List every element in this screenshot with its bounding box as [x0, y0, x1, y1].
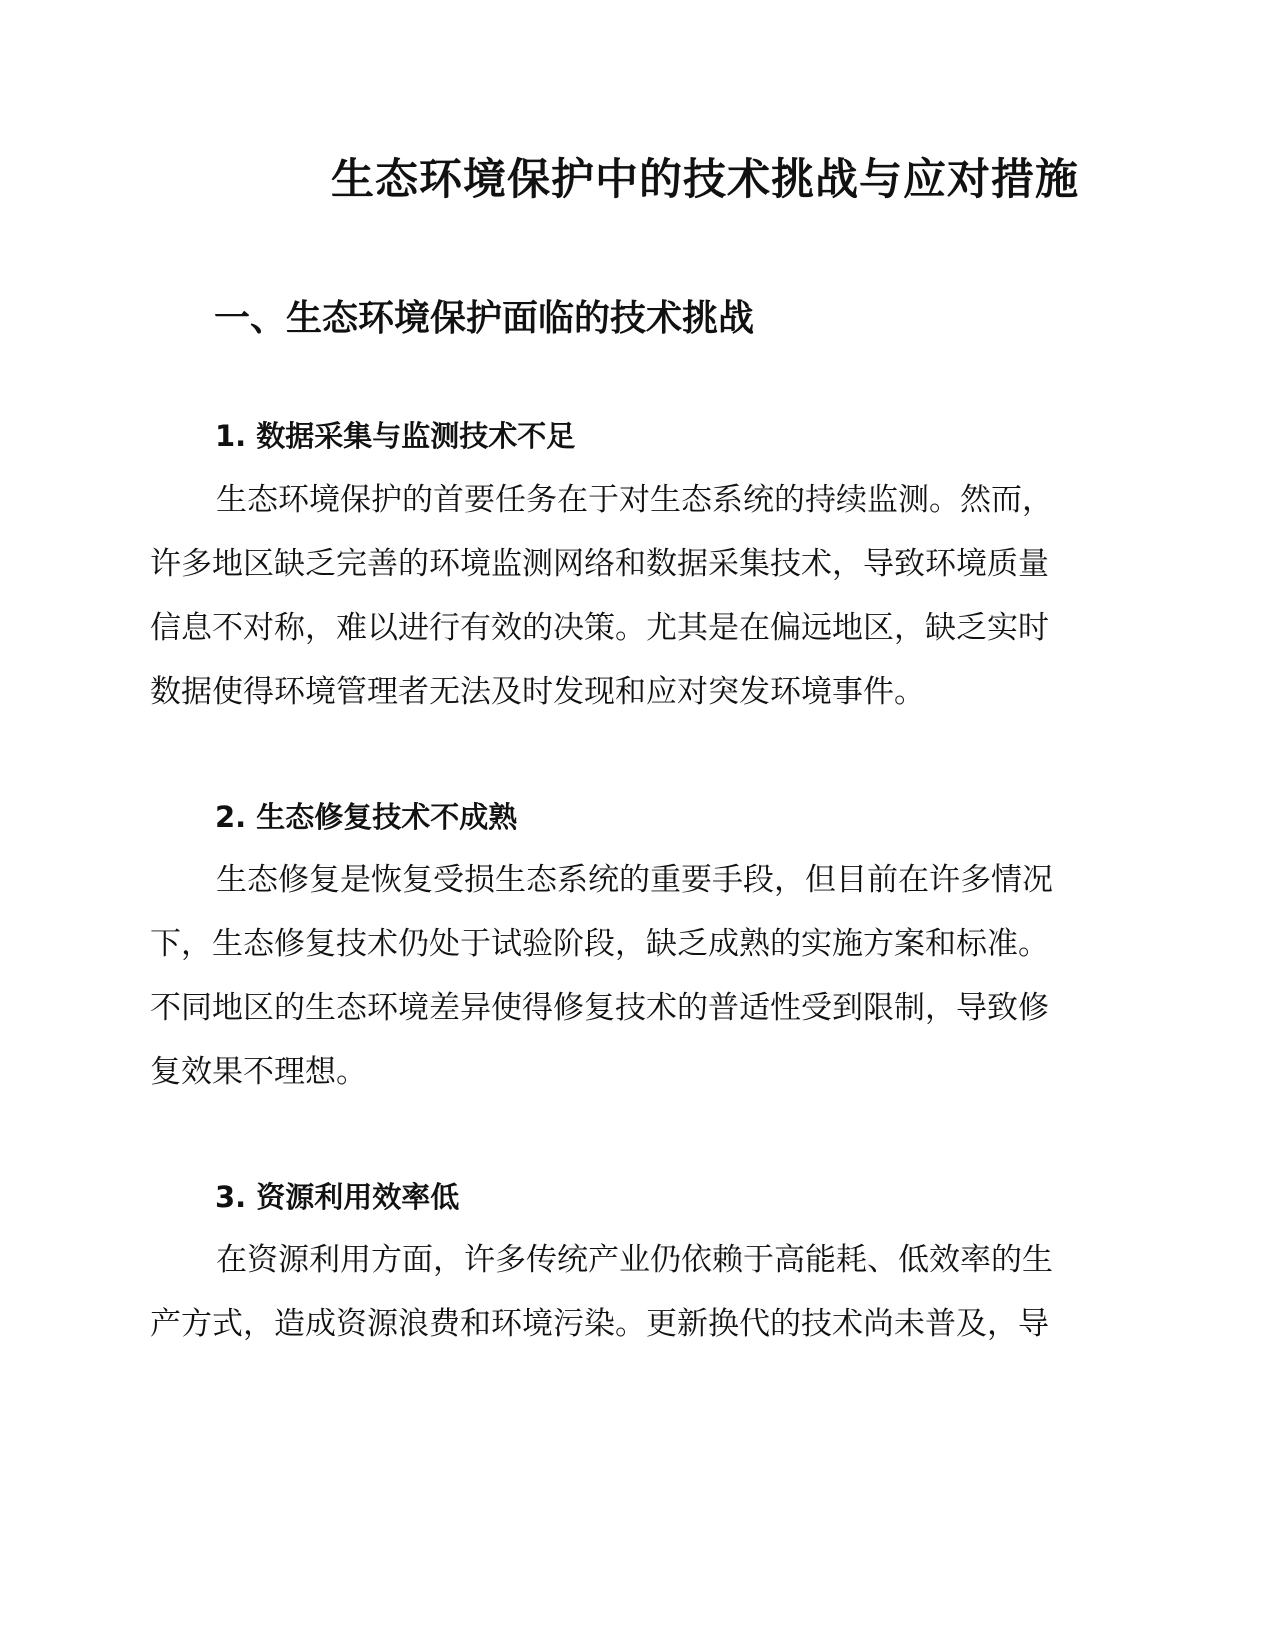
paragraph-line: 产方式，造成资源浪费和环境污染。更新换代的技术尚未普及，导: [150, 1306, 1049, 1342]
paragraph-line: 数据使得环境管理者无法及时发现和应对突发环境事件。: [150, 674, 925, 710]
paragraph-data-monitoring: [150, 468, 1260, 724]
subheading-resource-efficiency: 3. 资源利用效率低: [215, 1180, 460, 1214]
subheading-data-monitoring: 1. 数据采集与监测技术不足: [215, 419, 576, 453]
section-heading-challenges: 一、生态环境保护面临的技术挑战: [214, 298, 755, 339]
paragraph-ecological-restoration: [150, 848, 1260, 1104]
paragraph-line: 复效果不理想。: [150, 1054, 367, 1090]
paragraph-resource-efficiency: [150, 1228, 1260, 1356]
subheading-ecological-restoration: 2. 生态修复技术不成熟: [215, 800, 518, 834]
paragraph-line: 下，生态修复技术仍处于试验阶段，缺乏成熟的实施方案和标准。: [150, 926, 1049, 962]
paragraph-line: 许多地区缺乏完善的环境监测网络和数据采集技术，导致环境质量: [150, 546, 1049, 582]
paragraph-line: 在资源利用方面，许多传统产业仍依赖于高能耗、低效率的生: [216, 1242, 1053, 1278]
paragraph-line: 信息不对称，难以进行有效的决策。尤其是在偏远地区，缺乏实时: [150, 610, 1049, 646]
paragraph-line: 生态环境保护的首要任务在于对生态系统的持续监测。然而，: [216, 482, 1053, 518]
paragraph-line: 不同地区的生态环境差异使得修复技术的普适性受到限制，导致修: [150, 990, 1049, 1026]
paragraph-line: 生态修复是恢复受损生态系统的重要手段，但目前在许多情况: [216, 862, 1053, 898]
document-title: 生态环境保护中的技术挑战与应对措施: [331, 155, 1079, 205]
